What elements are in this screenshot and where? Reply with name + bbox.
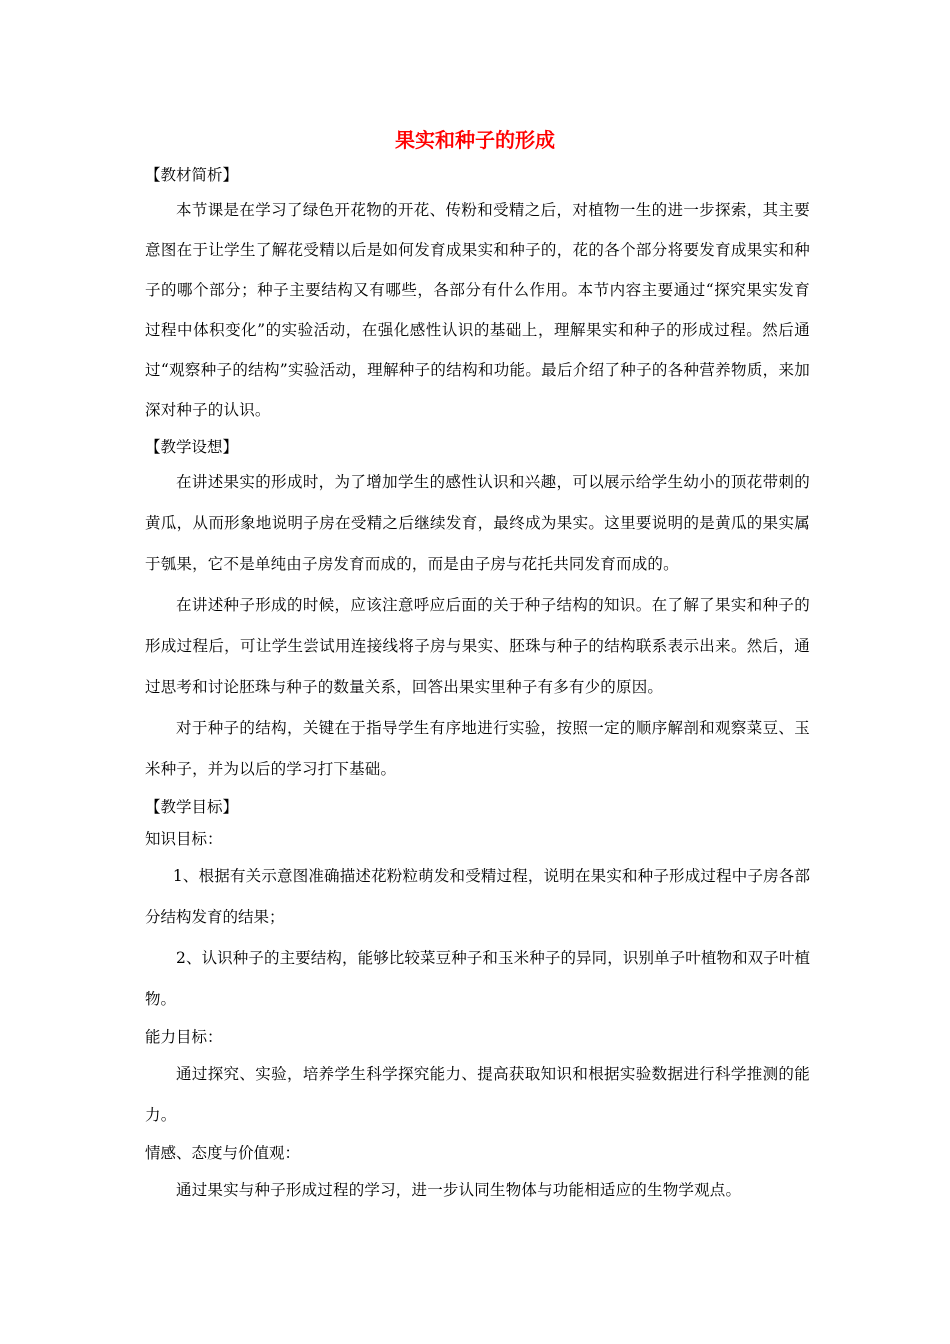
attitude-goals-label: 情感、态度与价值观： <box>145 1144 301 1162</box>
document-title: 果实和种子的形成 <box>395 128 555 152</box>
knowledge-goal-item-1: 1、根据有关示意图准确描述花粉粒萌发和受精过程，说明在果实和种子形成过程中子房各部分结构发育的结果； <box>145 867 810 926</box>
design-paragraph-3: 对于种子的结构，关键在于指导学生有序地进行实验，按照一定的顺序解剖和观察菜豆、玉米种子，并为以后的学习打下基础。 <box>145 719 810 778</box>
knowledge-goals-label: 知识目标： <box>145 830 223 848</box>
section-heading-analysis: 【教材简析】 <box>145 166 239 184</box>
section-heading-goals: 【教学目标】 <box>145 798 239 816</box>
ability-goals-text: 通过探究、实验，培养学生科学探究能力、提高获取知识和根据实验数据进行科学推测的能力。 <box>145 1065 810 1124</box>
knowledge-goal-item-2: 2、认识种子的主要结构，能够比较菜豆种子和玉米种子的异同，识别单子叶植物和双子叶植物。 <box>145 949 810 1008</box>
document-body <box>145 160 810 1211</box>
attitude-goals-text: 通过果实与种子形成过程的学习，进一步认同生物体与功能相适应的生物学观点。 <box>176 1181 742 1199</box>
analysis-paragraph: 本节课是在学习了绿色开花物的开花、传粉和受精之后，对植物一生的进一步探索，其主要意图在于让学生了解花受精以后是如何发育成果实和种子的，花的各个部分将要发育成果实和种子的哪个部分；种子主要结构又有哪些，各部分有什么作用。本节内容主要通过“探究果实发育过程中体积变化”的实验活动，在强化感性认识的基础上，理解果实和种子的形成过程。然后通过“观察种子的结构”实验活动，理解种子的结构和功能。最后介绍了种子的各种营养物质，来加深对种子的认识。 <box>145 201 810 419</box>
section-heading-design: 【教学设想】 <box>145 438 239 456</box>
design-paragraph-1: 在讲述果实的形成时，为了增加学生的感性认识和兴趣，可以展示给学生幼小的顶花带刺的黄瓜，从而形象地说明子房在受精之后继续发育，最终成为果实。这里要说明的是黄瓜的果实属于瓠果，它不是单纯由子房发育而成的，而是由子房与花托共同发育而成的。 <box>145 473 810 573</box>
design-paragraph-2: 在讲述种子形成的时候，应该注意呼应后面的关于种子结构的知识。在了解了果实和种子的形成过程后，可让学生尝试用连接线将子房与果实、胚珠与种子的结构联系表示出来。然后，通过思考和讨论胚珠与种子的数量关系，回答出果实里种子有多有少的原因。 <box>145 596 810 696</box>
ability-goals-label: 能力目标： <box>145 1028 223 1046</box>
